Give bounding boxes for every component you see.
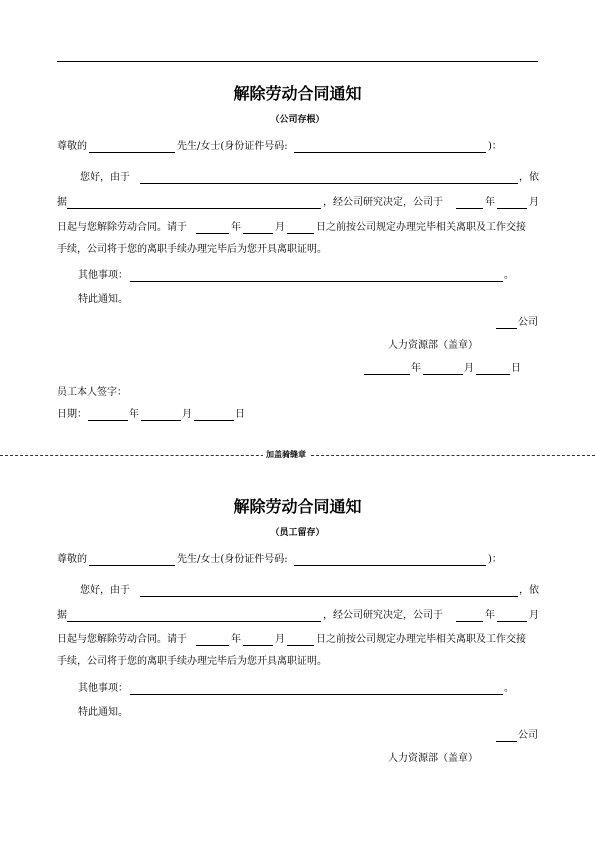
reason-field[interactable] [140,183,518,184]
other-label: 其他事项： [78,683,128,694]
notice-end: 特此通知。 [78,294,128,305]
termination-month-field[interactable] [497,621,527,622]
copy-label-employee: （员工留存） [270,528,325,538]
salutation-prefix: 尊敬的 [57,554,87,565]
basis-field[interactable] [67,208,321,209]
reason-end: ，依 [519,585,539,596]
month-label: 月 [529,610,539,621]
company-name-field[interactable] [496,328,517,329]
line3-text: 日起与您解除劳动合同。请于 [57,222,187,233]
company-name-field[interactable] [496,741,517,742]
other-matters-field[interactable] [130,694,503,695]
period: 。 [504,270,514,281]
name-field[interactable] [89,152,175,153]
month-label: 月 [275,634,285,645]
line3-end: 日之前按公司规定办理完毕相关离职及工作交接 [316,634,526,645]
other-matters-field[interactable] [130,281,503,282]
year-label: 年 [129,409,139,420]
employee-date-day-field[interactable] [194,420,234,421]
copy-label-company: （公司存根） [270,115,325,125]
line3-text: 日起与您解除劳动合同。请于 [57,634,187,645]
greeting: 您好，由于 [80,172,130,183]
notice-title: 解除劳动合同通知 [233,84,362,103]
date-label: 日期： [57,409,87,420]
line3-end: 日之前按公司规定办理完毕相关离职及工作交接 [316,222,526,233]
greeting: 您好，由于 [80,585,130,596]
sign-month-field[interactable] [423,374,463,375]
year-label: 年 [485,610,495,621]
deadline-month-field[interactable] [243,645,273,646]
reason-field[interactable] [140,596,518,597]
deadline-day-field[interactable] [287,233,314,234]
termination-month-field[interactable] [497,208,527,209]
employee-date-month-field[interactable] [141,420,181,421]
employee-date-year-field[interactable] [88,420,128,421]
hr-dept-seal: 人力资源部（盖章） [388,753,478,764]
employee-sign-label: 员工本人签字： [57,387,127,398]
sign-year-field[interactable] [364,374,410,375]
seal-across-label: 加盖骑缝章 [263,450,309,460]
termination-year-field[interactable] [456,621,483,622]
other-label: 其他事项： [78,270,128,281]
id-number-field[interactable] [294,152,486,153]
deadline-year-field[interactable] [196,233,229,234]
basis-prefix: 据 [57,610,67,621]
line4-text: 手续，公司将于您的离职手续办理完毕后为您开具离职证明。 [57,244,327,255]
reason-end: ，依 [519,172,539,183]
salutation-end: )： [488,141,502,152]
day-label: 日 [511,363,521,374]
name-field[interactable] [89,565,175,566]
year-label: 年 [231,634,241,645]
top-rule [57,61,538,62]
year-label: 年 [231,222,241,233]
day-label: 日 [235,409,245,420]
basis-field[interactable] [67,621,321,622]
month-label: 月 [529,197,539,208]
hr-dept-seal: 人力资源部（盖章） [388,340,478,351]
salutation-middle: 先生/女士(身份证件号码: [177,141,288,152]
salutation-middle: 先生/女士(身份证件号码: [177,554,288,565]
deadline-year-field[interactable] [196,645,229,646]
period: 。 [504,683,514,694]
month-label: 月 [275,222,285,233]
company-suffix: 公司 [518,317,538,328]
termination-year-field[interactable] [456,208,483,209]
salutation-end: )： [488,554,502,565]
deadline-month-field[interactable] [243,233,273,234]
salutation-prefix: 尊敬的 [57,141,87,152]
notice-end: 特此通知。 [78,707,128,718]
year-label: 年 [411,363,421,374]
decision-text: ，经公司研究决定，公司于 [323,610,443,621]
id-number-field[interactable] [294,565,486,566]
deadline-day-field[interactable] [287,645,314,646]
year-label: 年 [485,197,495,208]
decision-text: ，经公司研究决定，公司于 [323,197,443,208]
basis-prefix: 据 [57,197,67,208]
company-suffix: 公司 [518,730,538,741]
month-label: 月 [182,409,192,420]
line4-text: 手续，公司将于您的离职手续办理完毕后为您开具离职证明。 [57,656,327,667]
month-label: 月 [464,363,474,374]
notice-title: 解除劳动合同通知 [233,497,362,516]
sign-day-field[interactable] [476,374,510,375]
